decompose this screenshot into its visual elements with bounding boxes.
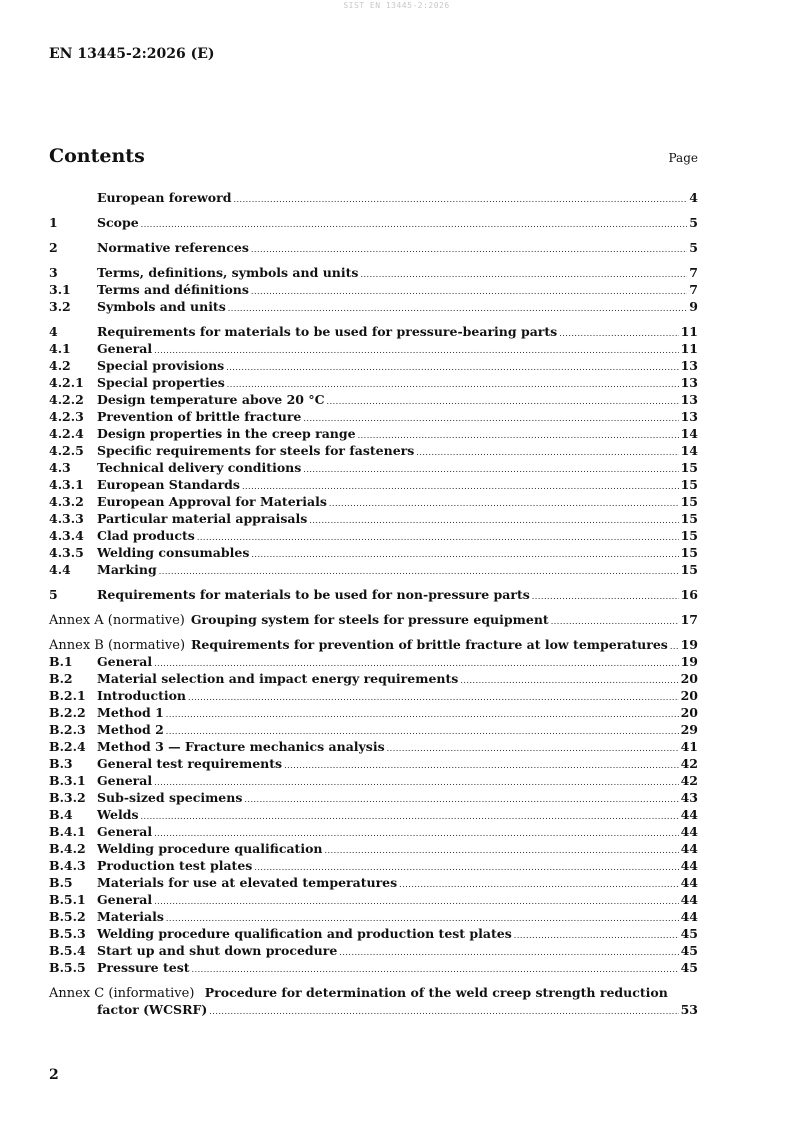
toc-entry[interactable] xyxy=(49,942,698,959)
toc-entry-page: 45 xyxy=(680,960,698,975)
toc-entry-number: 4.3.3 xyxy=(49,511,84,526)
toc-entry-number: B.3.2 xyxy=(49,790,86,805)
toc-entry-number: B.3 xyxy=(49,756,73,771)
toc-entry-number: 4 xyxy=(49,324,58,339)
toc-entry-number: 4.2.1 xyxy=(49,375,84,390)
toc-entry[interactable] xyxy=(49,857,698,874)
toc-entry-number: 4.2.2 xyxy=(49,392,84,407)
toc-entry-number: B.1 xyxy=(49,654,73,669)
annex-c-page: 53 xyxy=(680,1002,698,1017)
toc-entry[interactable] xyxy=(49,408,698,425)
annex-c-title-line1: Procedure for determination of the weld creep strength reduction xyxy=(204,985,668,1000)
document-header: EN 13445-2:2026 (E) xyxy=(49,46,215,62)
annex-a-page: 17 xyxy=(680,612,698,627)
toc-entry-number: 5 xyxy=(49,587,58,602)
toc-entry[interactable] xyxy=(49,357,698,374)
leader-dots xyxy=(399,876,678,893)
toc-entry-title: General xyxy=(97,341,153,356)
leader-dots xyxy=(159,563,679,580)
toc-entry[interactable] xyxy=(49,323,698,340)
leader-dots xyxy=(460,672,678,689)
toc-entry-title: Technical delivery conditions xyxy=(97,460,302,475)
toc-entry-number: 4.3.1 xyxy=(49,477,84,492)
toc-entry-title: Design temperature above 20 °C xyxy=(97,392,325,407)
leader-dots xyxy=(209,1003,678,1020)
toc-entry[interactable] xyxy=(49,687,698,704)
toc-entry-number: 3.1 xyxy=(49,282,71,297)
toc-entry-title: Introduction xyxy=(97,688,187,703)
toc-entry-number: B.4.2 xyxy=(49,841,86,856)
toc-entry-title: Particular material appraisals xyxy=(97,511,308,526)
page-number: 2 xyxy=(49,1067,59,1083)
toc-entry-page: 20 xyxy=(680,688,698,703)
toc-entry-page: 43 xyxy=(680,790,698,805)
toc-entry-page: 42 xyxy=(680,756,698,771)
leader-dots xyxy=(514,927,679,944)
toc-entry-title: General xyxy=(97,654,153,669)
toc-entry[interactable] xyxy=(49,806,698,823)
toc-entry[interactable] xyxy=(49,738,698,755)
leader-dots xyxy=(197,529,679,546)
toc-entry[interactable] xyxy=(49,874,698,891)
toc-entry-title: Marking xyxy=(97,562,157,577)
leader-dots xyxy=(360,266,687,283)
toc-entry-number: B.2.3 xyxy=(49,722,86,737)
toc-entry-number: B.5 xyxy=(49,875,73,890)
toc-entry[interactable] xyxy=(49,755,698,772)
leader-dots xyxy=(387,740,679,757)
toc-entry-title: Prevention of brittle fracture xyxy=(97,409,302,424)
leader-dots xyxy=(284,757,679,774)
leader-dots xyxy=(166,706,679,723)
toc-entry-page: 5 xyxy=(689,215,698,230)
leader-dots xyxy=(559,325,678,342)
toc-entry-number: 4.3.2 xyxy=(49,494,84,509)
table-of-contents xyxy=(49,189,698,1018)
leader-dots xyxy=(670,638,679,655)
toc-entry-page: 15 xyxy=(680,477,698,492)
toc-entry[interactable] xyxy=(49,772,698,789)
toc-entry-number: 4.3.5 xyxy=(49,545,84,560)
toc-entry[interactable] xyxy=(49,493,698,510)
toc-entry-number: B.2.2 xyxy=(49,705,86,720)
toc-entry-title: Pressure test xyxy=(97,960,190,975)
toc-entry-page: 20 xyxy=(680,705,698,720)
toc-entry-page: 44 xyxy=(680,909,698,924)
toc-entry-number: 1 xyxy=(49,215,58,230)
leader-dots xyxy=(244,791,678,808)
toc-entry-page: 14 xyxy=(680,426,698,441)
toc-entry[interactable] xyxy=(49,959,698,976)
toc-entry-title: Welding consumables xyxy=(97,545,250,560)
toc-entry-number: B.3.1 xyxy=(49,773,86,788)
toc-entry-title: General xyxy=(97,773,153,788)
toc-entry[interactable] xyxy=(49,391,698,408)
toc-entry[interactable] xyxy=(49,925,698,942)
toc-entry-number: B.5.4 xyxy=(49,943,86,958)
toc-entry-page: 13 xyxy=(680,375,698,390)
toc-entry[interactable] xyxy=(49,704,698,721)
toc-entry-page: 13 xyxy=(680,409,698,424)
toc-entry-title: Design properties in the creep range xyxy=(97,426,356,441)
toc-entry-page: 44 xyxy=(680,858,698,873)
toc-entry-title: Requirements for materials to be used for non-pressure parts xyxy=(97,587,530,602)
toc-entry[interactable] xyxy=(49,442,698,459)
leader-dots xyxy=(303,461,678,478)
annex-a-prefix: Annex A (normative) xyxy=(49,613,185,628)
toc-entry-title: European foreword xyxy=(97,190,232,205)
leader-dots xyxy=(251,283,687,300)
toc-entry-annex-a[interactable] xyxy=(49,611,698,628)
toc-entry-annex-c[interactable] xyxy=(49,984,698,1018)
toc-entry-page: 7 xyxy=(689,282,698,297)
toc-entry-page: 44 xyxy=(680,875,698,890)
toc-entry[interactable] xyxy=(49,340,698,357)
toc-entry-title: Specific requirements for steels for fasteners xyxy=(97,443,415,458)
toc-entry-page: 13 xyxy=(680,358,698,373)
toc-entry-page: 20 xyxy=(680,671,698,686)
toc-entry-number: B.5.3 xyxy=(49,926,86,941)
toc-entry-page: 11 xyxy=(680,341,698,356)
toc-entry-title: Welding procedure qualification xyxy=(97,841,323,856)
toc-entry-number: 3.2 xyxy=(49,299,71,314)
toc-entry[interactable] xyxy=(49,214,698,231)
toc-entry-page: 16 xyxy=(680,587,698,602)
toc-entry-number: B.5.1 xyxy=(49,892,86,907)
leader-dots xyxy=(551,613,679,630)
toc-entry-number: B.5.2 xyxy=(49,909,86,924)
toc-entry-title: Symbols and units xyxy=(97,299,226,314)
toc-entry[interactable] xyxy=(49,510,698,527)
toc-entry-title: Welds xyxy=(97,807,139,822)
leader-dots xyxy=(309,512,678,529)
toc-entry-page: 45 xyxy=(680,943,698,958)
toc-entry[interactable] xyxy=(49,561,698,578)
toc-entry-page: 5 xyxy=(689,240,698,255)
toc-entry[interactable] xyxy=(49,823,698,840)
leader-dots xyxy=(141,808,679,825)
toc-entry-page: 7 xyxy=(689,265,698,280)
toc-entry-page: 45 xyxy=(680,926,698,941)
toc-entry-title: Clad products xyxy=(97,528,195,543)
toc-entry-title: Method 3 — Fracture mechanics analysis xyxy=(97,739,385,754)
annex-b-title: Requirements for prevention of brittle fracture at low temperatures xyxy=(191,637,668,652)
toc-entry[interactable] xyxy=(49,298,698,315)
toc-entry[interactable] xyxy=(49,586,698,603)
leader-dots xyxy=(327,393,679,410)
toc-entry[interactable] xyxy=(49,189,698,206)
toc-entry-page: 15 xyxy=(680,545,698,560)
leader-dots xyxy=(192,961,679,978)
toc-entry-page: 44 xyxy=(680,824,698,839)
toc-entry-title: Welding procedure qualification and production test plates xyxy=(97,926,512,941)
annex-b-prefix: Annex B (normative) xyxy=(49,638,186,653)
toc-entry-page: 44 xyxy=(680,892,698,907)
annex-a-title: Grouping system for steels for pressure equipment xyxy=(190,612,549,627)
toc-entry-number: B.4.3 xyxy=(49,858,86,873)
toc-entry-page: 44 xyxy=(680,807,698,822)
toc-entry-annex-b[interactable] xyxy=(49,636,698,653)
toc-entry-title: Terms and définitions xyxy=(97,282,249,297)
toc-entry-number: B.5.5 xyxy=(49,960,86,975)
toc-entry-number: 4.1 xyxy=(49,341,71,356)
annex-c-title-line2: factor (WCSRF) xyxy=(97,1002,208,1017)
toc-entry-number: B.4.1 xyxy=(49,824,86,839)
leader-dots xyxy=(233,191,687,208)
toc-entry-title: Sub-sized specimens xyxy=(97,790,243,805)
toc-entry[interactable] xyxy=(49,789,698,806)
toc-entry-page: 15 xyxy=(680,562,698,577)
toc-entry[interactable] xyxy=(49,374,698,391)
leader-dots xyxy=(251,546,678,563)
toc-entry-title: Special properties xyxy=(97,375,225,390)
toc-entry-title: European Standards xyxy=(97,477,240,492)
contents-title: Contents xyxy=(49,145,145,167)
toc-entry-title: General test requirements xyxy=(97,756,283,771)
leader-dots xyxy=(532,588,679,605)
toc-entry-number: B.2.1 xyxy=(49,688,86,703)
toc-entry-page: 42 xyxy=(680,773,698,788)
leader-dots xyxy=(228,300,688,317)
toc-entry[interactable] xyxy=(49,476,698,493)
toc-entry-page: 15 xyxy=(680,494,698,509)
toc-entry-page: 15 xyxy=(680,528,698,543)
toc-entry-title: Special provisions xyxy=(97,358,225,373)
toc-entry-number: 4.3.4 xyxy=(49,528,84,543)
toc-entry-title: Normative references xyxy=(97,240,249,255)
leader-dots xyxy=(226,359,678,376)
toc-entry-number: 4.3 xyxy=(49,460,71,475)
toc-entry-page: 14 xyxy=(680,443,698,458)
toc-entry-title: Method 1 xyxy=(97,705,164,720)
leader-dots xyxy=(141,216,688,233)
toc-entry-title: Scope xyxy=(97,215,139,230)
leader-dots xyxy=(339,944,678,961)
toc-entry-page: 19 xyxy=(680,654,698,669)
toc-entry[interactable] xyxy=(49,281,698,298)
toc-entry-title: Production test plates xyxy=(97,858,253,873)
toc-entry-page: 4 xyxy=(689,190,698,205)
annex-b-page: 19 xyxy=(680,637,698,652)
leader-dots xyxy=(251,241,687,258)
toc-entry-page: 44 xyxy=(680,841,698,856)
toc-entry[interactable] xyxy=(49,544,698,561)
toc-entry-page: 13 xyxy=(680,392,698,407)
toc-entry[interactable] xyxy=(49,425,698,442)
toc-entry[interactable] xyxy=(49,459,698,476)
toc-entry-title: Terms, definitions, symbols and units xyxy=(97,265,359,280)
toc-entry-number: B.2 xyxy=(49,671,73,686)
toc-entry[interactable] xyxy=(49,670,698,687)
toc-entry-title: Materials for use at elevated temperatures xyxy=(97,875,398,890)
toc-entry[interactable] xyxy=(49,653,698,670)
toc-entry-title: Material selection and impact energy requirements xyxy=(97,671,459,686)
leader-dots xyxy=(303,410,678,427)
toc-entry-title: General xyxy=(97,892,153,907)
leader-dots xyxy=(154,893,678,910)
toc-entry[interactable] xyxy=(49,239,698,256)
leader-dots xyxy=(325,842,679,859)
leader-dots xyxy=(329,495,679,512)
toc-entry[interactable] xyxy=(49,721,698,738)
toc-entry[interactable] xyxy=(49,840,698,857)
watermark: SIST EN 13445-2:2026 xyxy=(343,1,450,10)
leader-dots xyxy=(416,444,678,461)
toc-entry-page: 15 xyxy=(680,460,698,475)
toc-entry-title: Method 2 xyxy=(97,722,164,737)
toc-entry-title: European Approval for Materials xyxy=(97,494,327,509)
toc-entry-title: General xyxy=(97,824,153,839)
toc-entry[interactable] xyxy=(49,527,698,544)
toc-entry[interactable] xyxy=(49,891,698,908)
toc-entry-page: 11 xyxy=(680,324,698,339)
toc-entry[interactable] xyxy=(49,908,698,925)
toc-entry-page: 41 xyxy=(680,739,698,754)
toc-main-section xyxy=(49,189,698,603)
toc-entry-page: 29 xyxy=(680,722,698,737)
toc-entry-number: B.2.4 xyxy=(49,739,86,754)
toc-entry-number: B.4 xyxy=(49,807,73,822)
page-column-label: Page xyxy=(668,151,698,165)
toc-entry-page: 15 xyxy=(680,511,698,526)
toc-entry-title: Materials xyxy=(97,909,164,924)
toc-entry-number: 2 xyxy=(49,240,58,255)
toc-entry[interactable] xyxy=(49,264,698,281)
toc-entry-number: 4.2 xyxy=(49,358,71,373)
toc-annex-b-section xyxy=(49,653,698,976)
toc-entry-page: 9 xyxy=(689,299,698,314)
toc-entry-title: Start up and shut down procedure xyxy=(97,943,338,958)
leader-dots xyxy=(154,342,678,359)
toc-entry-number: 4.2.3 xyxy=(49,409,84,424)
leader-dots xyxy=(188,689,679,706)
toc-entry-number: 4.2.5 xyxy=(49,443,84,458)
toc-entry-number: 4.2.4 xyxy=(49,426,84,441)
toc-entry-title: Requirements for materials to be used for pressure-bearing parts xyxy=(97,324,558,339)
toc-entry-number: 4.4 xyxy=(49,562,71,577)
toc-entry-number: 3 xyxy=(49,265,58,280)
annex-c-prefix: Annex C (informative) xyxy=(49,986,195,1001)
